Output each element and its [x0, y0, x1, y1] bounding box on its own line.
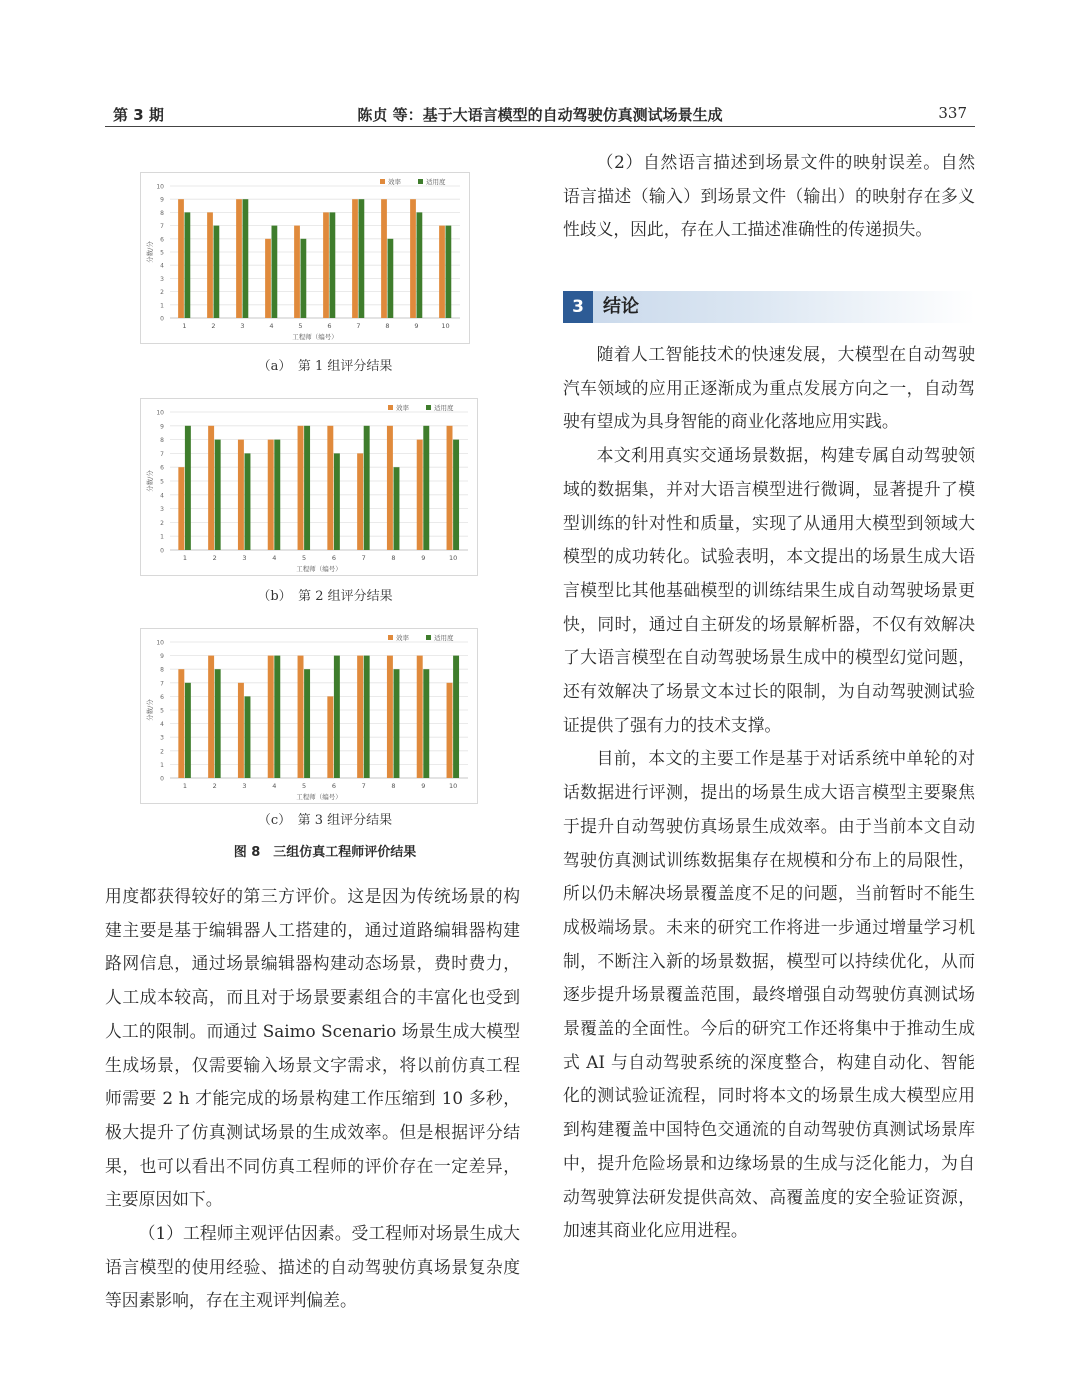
bar-applicability: [185, 426, 191, 550]
section-title: 结论: [603, 296, 639, 317]
bar-applicability: [245, 696, 251, 778]
y-axis-label: 分数/分: [146, 241, 154, 263]
y-tick-label: 1: [160, 302, 164, 310]
chart-a-svg: [140, 172, 470, 344]
bar-efficiency: [208, 656, 214, 778]
x-axis-label: 工程师（编号）: [292, 333, 338, 341]
x-tick-label: 4: [272, 554, 277, 562]
bar-efficiency: [178, 467, 184, 550]
y-tick-label: 5: [160, 707, 164, 715]
bar-applicability: [245, 453, 251, 550]
bar-applicability: [214, 226, 220, 318]
bar-efficiency: [207, 212, 213, 318]
bar-applicability: [453, 656, 459, 778]
bar-efficiency: [238, 683, 244, 778]
bar-applicability: [388, 239, 394, 318]
y-tick-label: 8: [160, 209, 164, 217]
y-axis-label: 分数/分: [146, 699, 154, 721]
y-tick-label: 7: [160, 450, 164, 458]
bar-efficiency: [327, 426, 333, 550]
bar-applicability: [364, 656, 370, 778]
bar-efficiency: [387, 426, 393, 550]
x-tick-label: 1: [182, 782, 187, 790]
x-tick-label: 1: [182, 554, 187, 562]
y-tick-label: 9: [160, 423, 164, 431]
issue-label: 第 3 期: [113, 106, 164, 124]
x-axis-label: 工程师（编号）: [296, 793, 342, 801]
right-column-top: [563, 146, 975, 247]
bar-efficiency: [178, 199, 184, 318]
bar-efficiency: [447, 426, 453, 550]
y-tick-label: 9: [160, 196, 164, 204]
right-paragraph-4: 目前，本文的主要工作是基于对话系统中单轮的对话数据进行评测，提出的场景生成大语言模型主要聚焦于提升自动驾驶仿真场景生成效率。由于当前本文自动驾驶仿真测试训练数据集存在规模和分布上的局限性，所以仍未解决场景覆盖度不足的问题，当前暂时不能生成极端场景。未来的研究工作将进一步通过增量学习机制，不断注入新的场景数据，模型可以持续优化，从而逐步提升场景覆盖范围，最终增强自动驾驶仿真测试场景覆盖的全面性。今后的研究工作还将集中于推动生成式 AI 与自动驾驶系统的深度整合，构建自动化、智能化的测试验证流程，同时将本文的场景生成大模型应用到构建覆盖中国特色交通流的自动驾驶仿真测试场景库中，提升危险场景和边缘场景的生成与泛化能力，为自动驾驶算法研发提供高效、高覆盖度的安全验证资源，加速其商业化应用进程。: [563, 748, 975, 1241]
bar-applicability: [272, 226, 278, 318]
bar-applicability: [446, 226, 452, 318]
chart-b: [140, 398, 478, 576]
x-tick-label: 9: [421, 554, 426, 562]
bar-efficiency: [381, 199, 387, 318]
legend-swatch-efficiency: [388, 405, 393, 410]
x-tick-label: 8: [391, 782, 396, 790]
bar-applicability: [334, 453, 340, 550]
bar-applicability: [185, 212, 191, 318]
y-tick-label: 0: [160, 315, 164, 323]
x-tick-label: 6: [331, 554, 336, 562]
bar-applicability: [185, 683, 191, 778]
figure-caption: 图 8 三组仿真工程师评价结果: [233, 845, 417, 860]
subcaption-a: （a） 第 1 组评分结果: [257, 359, 393, 374]
x-tick-label: 2: [212, 782, 217, 790]
x-tick-label: 7: [361, 782, 366, 790]
chart-a: [140, 172, 470, 344]
bar-efficiency: [178, 669, 184, 778]
x-tick-label: 7: [361, 554, 366, 562]
y-tick-label: 3: [160, 275, 164, 283]
legend-swatch-applicability: [418, 179, 423, 184]
y-tick-label: 3: [160, 506, 164, 514]
bar-applicability: [334, 656, 340, 778]
y-tick-label: 10: [156, 409, 164, 417]
bar-applicability: [304, 426, 310, 550]
bar-efficiency: [236, 199, 242, 318]
bar-efficiency: [439, 226, 445, 318]
legend-label-efficiency: 效率: [396, 634, 409, 642]
bar-efficiency: [357, 453, 363, 550]
right-paragraph-3: 本文利用真实交通场景数据，构建专属自动驾驶领域的数据集，并对大语言模型进行微调，显著提升了模型训练的针对性和质量，实现了从通用大模型到领域大模型的成功转化。试验表明，本文提出的场景生成大语言模型比其他基础模型的训练结果生成自动驾驶场景更快，同时，通过自主研发的场景解析器，不仅有效解决了大语言模型在自动驾驶场景生成中的模型幻觉问题，还有效解决了场景文本过长的限制，为自动驾驶测试验证提供了强有力的技术支撑。: [563, 445, 975, 735]
left-column: [105, 880, 520, 1318]
page-number: 337: [938, 104, 967, 122]
right-column-body: [563, 338, 975, 1248]
bar-efficiency: [268, 440, 274, 550]
bar-efficiency: [208, 426, 214, 550]
y-tick-label: 7: [160, 680, 164, 688]
y-tick-label: 0: [160, 547, 164, 555]
y-tick-label: 8: [160, 437, 164, 445]
legend-label-efficiency: 效率: [388, 178, 401, 186]
bar-efficiency: [268, 656, 274, 778]
bar-efficiency: [298, 426, 304, 550]
y-tick-label: 8: [160, 666, 164, 674]
x-tick-label: 10: [441, 322, 450, 330]
bar-efficiency: [387, 656, 393, 778]
y-tick-label: 5: [160, 478, 164, 486]
y-tick-label: 6: [160, 693, 164, 701]
x-tick-label: 2: [211, 322, 216, 330]
y-tick-label: 2: [160, 289, 164, 297]
y-tick-label: 6: [160, 464, 164, 472]
x-tick-label: 10: [448, 782, 458, 790]
bar-efficiency: [410, 199, 416, 318]
bar-efficiency: [357, 656, 363, 778]
bar-efficiency: [417, 440, 423, 550]
legend-swatch-efficiency: [388, 635, 393, 640]
legend-label-efficiency: 效率: [396, 404, 409, 412]
x-tick-label: 6: [327, 322, 332, 330]
bar-applicability: [394, 669, 400, 778]
x-tick-label: 5: [302, 554, 307, 562]
legend-swatch-efficiency: [380, 179, 385, 184]
y-tick-label: 2: [160, 519, 164, 527]
section-heading: [563, 291, 975, 323]
x-tick-label: 3: [242, 554, 247, 562]
chart-b-svg: [140, 398, 478, 576]
x-tick-label: 6: [331, 782, 336, 790]
y-tick-label: 6: [160, 236, 164, 244]
y-tick-label: 0: [160, 775, 164, 783]
bar-applicability: [423, 426, 429, 550]
chart-c-svg: [140, 628, 478, 804]
bar-applicability: [274, 440, 280, 550]
legend-label-applicability: 适用度: [426, 178, 446, 186]
x-axis-label: 工程师（编号）: [296, 565, 342, 573]
right-paragraph-2: 随着人工智能技术的快速发展，大模型在自动驾驶汽车领域的应用正逐渐成为重点发展方向之一，自动驾驶有望成为具身智能的商业化落地应用实践。: [563, 344, 975, 432]
x-tick-label: 7: [356, 322, 361, 330]
x-tick-label: 3: [240, 322, 245, 330]
bar-applicability: [394, 467, 400, 550]
bar-applicability: [364, 426, 370, 550]
x-tick-label: 8: [391, 554, 396, 562]
bar-efficiency: [327, 696, 333, 778]
y-tick-label: 10: [156, 639, 164, 647]
bar-applicability: [301, 239, 307, 318]
bar-applicability: [417, 212, 423, 318]
y-tick-label: 4: [160, 262, 164, 270]
x-tick-label: 4: [269, 322, 274, 330]
section-number: 3: [563, 291, 593, 323]
x-tick-label: 3: [242, 782, 247, 790]
x-tick-label: 1: [182, 322, 187, 330]
bar-efficiency: [265, 239, 271, 318]
running-header: [105, 100, 975, 127]
y-tick-label: 10: [156, 183, 164, 191]
x-tick-label: 4: [272, 782, 277, 790]
bar-efficiency: [294, 226, 300, 318]
y-tick-label: 9: [160, 653, 164, 661]
bar-efficiency: [323, 212, 329, 318]
x-tick-label: 9: [414, 322, 419, 330]
y-tick-label: 4: [160, 721, 164, 729]
right-paragraph-1: （2）自然语言描述到场景文件的映射误差。自然语言描述（输入）到场景文件（输出）的映射存在多义性歧义，因此，存在人工描述准确性的传递损失。: [563, 152, 975, 240]
y-tick-label: 5: [160, 249, 164, 257]
bar-applicability: [330, 212, 336, 318]
bar-efficiency: [238, 440, 244, 550]
x-tick-label: 10: [448, 554, 458, 562]
bar-efficiency: [417, 656, 423, 778]
left-paragraph-2: （1）工程师主观评估因素。受工程师对场景生成大语言模型的使用经验、描述的自动驾驶仿真场景复杂度等因素影响，存在主观评判偏差。: [105, 1223, 520, 1311]
x-tick-label: 2: [212, 554, 217, 562]
y-axis-label: 分数/分: [146, 470, 154, 492]
y-tick-label: 3: [160, 734, 164, 742]
bar-applicability: [359, 199, 365, 318]
bar-applicability: [215, 440, 221, 550]
legend-swatch-applicability: [426, 635, 431, 640]
subcaption-b: （b） 第 2 组评分结果: [257, 589, 393, 604]
bar-applicability: [423, 669, 429, 778]
y-tick-label: 7: [160, 223, 164, 231]
x-tick-label: 5: [298, 322, 303, 330]
y-tick-label: 2: [160, 748, 164, 756]
bar-applicability: [243, 199, 249, 318]
y-tick-label: 1: [160, 761, 164, 769]
bar-efficiency: [298, 656, 304, 778]
x-tick-label: 9: [421, 782, 426, 790]
left-paragraph-1: 用度都获得较好的第三方评价。这是因为传统场景的构建主要是基于编辑器人工搭建的，通过道路编辑器构建路网信息，通过场景编辑器构建动态场景，费时费力，人工成本较高，而且对于场景要素组合的丰富化也受到人工的限制。而通过 Saimo Scenario 场景生成大模型生成场景，仅需要输入场景文字需求，将以前仿真工程师需要 2 h 才能完成的场景构建工作压缩到 10 多秒，极大提升了仿真测试场景的生成效率。但是根据评分结果，也可以看出不同仿真工程师的评价存在一定差异，主要原因如下。: [105, 886, 520, 1210]
x-tick-label: 5: [302, 782, 307, 790]
bar-applicability: [304, 669, 310, 778]
bar-applicability: [274, 656, 280, 778]
legend-label-applicability: 适用度: [434, 634, 454, 642]
legend-label-applicability: 适用度: [434, 404, 454, 412]
bar-efficiency: [447, 683, 453, 778]
y-tick-label: 1: [160, 533, 164, 541]
bar-applicability: [215, 669, 221, 778]
running-title: 陈贞 等：基于大语言模型的自动驾驶仿真测试场景生成: [357, 106, 723, 124]
subcaption-c: （c） 第 3 组评分结果: [257, 813, 393, 828]
y-tick-label: 4: [160, 492, 164, 500]
chart-c: [140, 628, 478, 804]
bar-applicability: [453, 440, 459, 550]
legend-swatch-applicability: [426, 405, 431, 410]
bar-efficiency: [352, 199, 358, 318]
x-tick-label: 8: [385, 322, 390, 330]
